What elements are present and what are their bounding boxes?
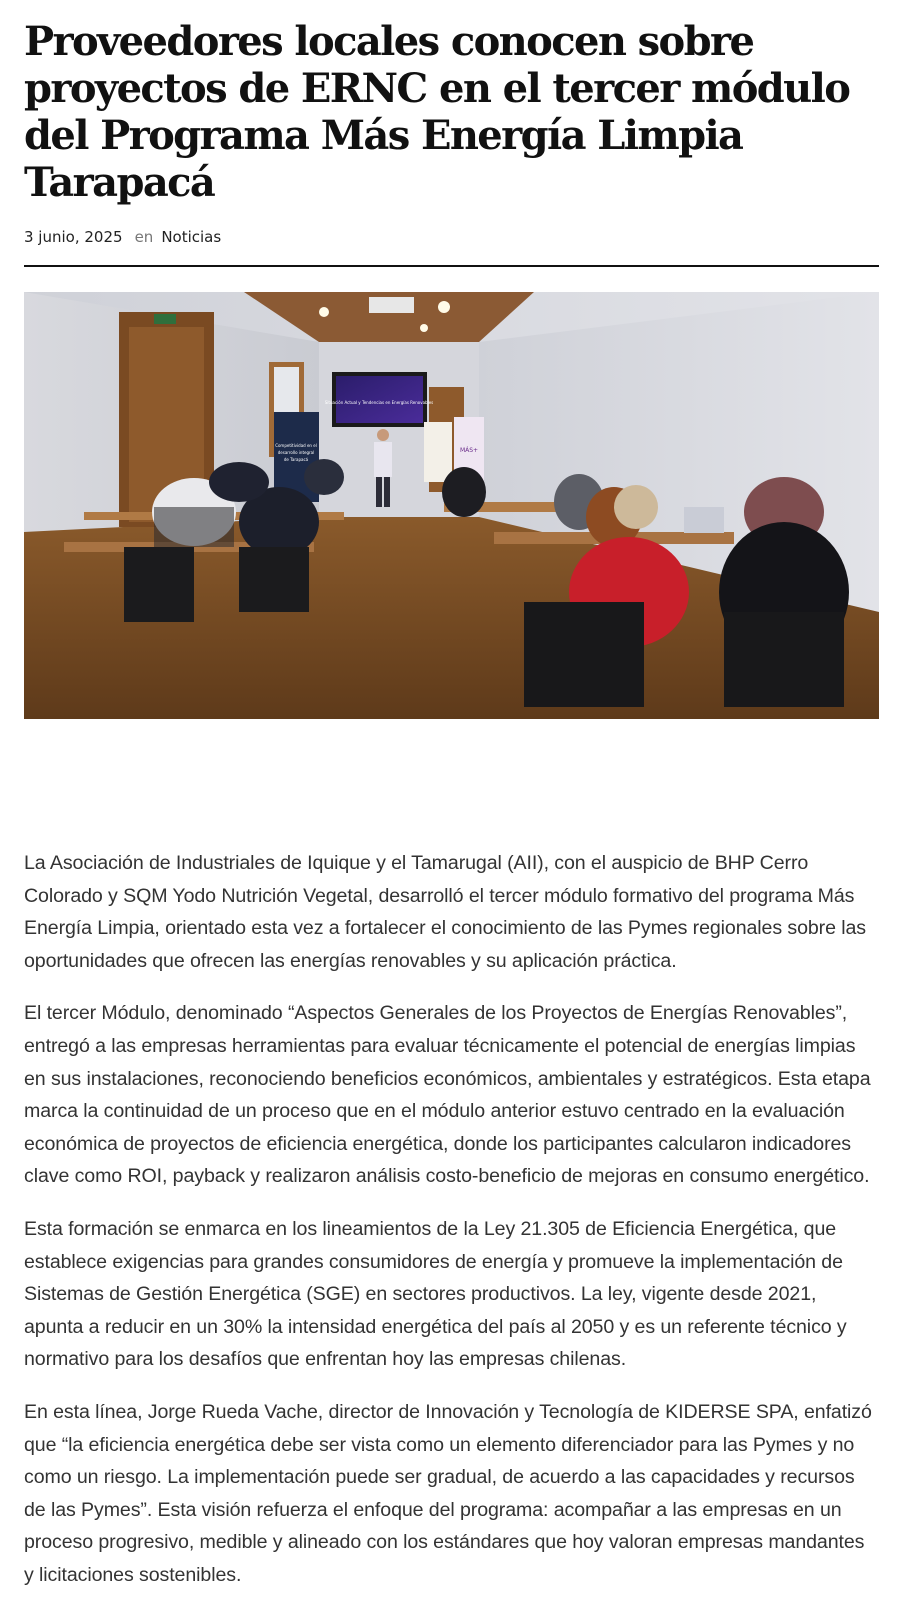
- title-divider: [24, 265, 879, 267]
- category-link[interactable]: Noticias: [161, 228, 222, 246]
- banner-line-2: desarrollo integral: [277, 450, 315, 455]
- article-photo: [24, 292, 879, 719]
- banner-line-3: de Tarapacá: [283, 457, 309, 462]
- banner-line-1: Competitividad en el: [275, 443, 317, 448]
- screen-title: Situación Actual y Tendencias en Energías Renovables: [324, 400, 434, 405]
- paragraph: Esta formación se enmarca en los lineamientos de la Ley 21.305 de Eficiencia Energética, que establece exigencias para grandes consumidores de energía y promueve la implementación de Sistemas de Gestión Energética (SGE) en sectores productivos. La ley, vigente desde 2021, apunta a reducir en un 30% la intensidad energética del país al 2050 y es un referente técnico y normativo para los desafíos que enfrentan hoy las empresas chilenas.: [24, 1217, 847, 1371]
- paragraph: La Asociación de Industriales de Iquique y el Tamarugal (AII), con el auspicio de BHP Cerro Colorado y SQM Yodo Nutrición Vegetal, desarrolló el tercer módulo formativo del programa Más Energía Limpia, orientado esta vez a fortalecer el conocimiento de las Pymes regionales sobre las oportunidades que ofrecen las energías renovables y su aplicación práctica.: [24, 852, 866, 972]
- standee-text: MÁS+: [459, 447, 479, 454]
- paragraph: El tercer Módulo, denominado “Aspectos Generales de los Proyectos de Energías Renovables”, entregó a las empresas herramientas para evaluar técnicamente el potencial de energías limpias en sus instalaciones, reconociendo beneficios económicos, ambientales y estratégicos. Esta etapa marca la continuidad de un proceso que en el módulo anterior estuvo centrado en la evaluación económica de proyectos de eficiencia energética, donde los participantes calcularon indicadores clave como ROI, payback y realizaron análisis costo-beneficio de mejoras en consumo energético.: [24, 1002, 871, 1188]
- category-prefix: en: [134, 228, 154, 246]
- publish-date: 3 junio, 2025: [24, 228, 123, 246]
- article-body: [24, 847, 879, 1591]
- paragraph: En esta línea, Jorge Rueda Vache, director de Innovación y Tecnología de KIDERSE SPA, enfatizó que “la eficiencia energética debe ser vista como un elemento diferenciador para las Pymes y no como un riesgo. La implementación puede ser gradual, de acuerdo a las capacidades y recursos de las Pymes”. Esta visión refuerza el enfoque del programa: acompañar a las empresas en un proceso progresivo, medible y alineado con los estándares que hoy valoran empresas mandantes y licitaciones sostenibles.: [24, 1400, 872, 1586]
- article-meta: [24, 226, 879, 248]
- article: [24, 18, 879, 1611]
- classroom-photo: [24, 292, 879, 719]
- article-title: Proveedores locales conocen sobre proyectos de ERNC en el tercer módulo del Programa Más Energía Limpia Tarapacá: [24, 18, 850, 206]
